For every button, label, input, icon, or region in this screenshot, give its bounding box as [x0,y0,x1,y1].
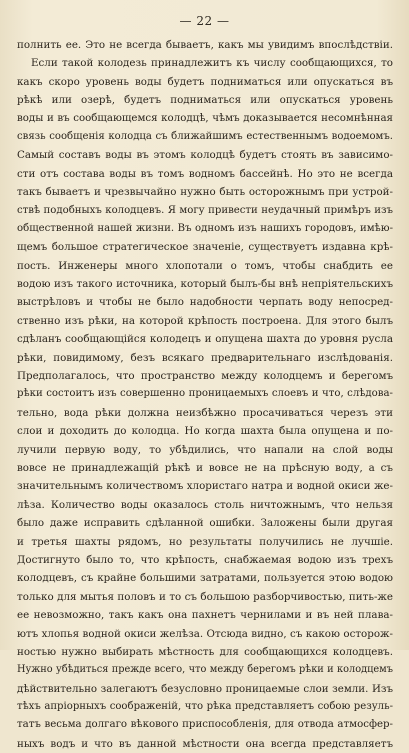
text-line: рѣкѣ или озерѣ, будетъ подниматься или опускаться уровень [17,94,393,107]
text-line: щемъ большое стратегическое значеніе, существуетъ издавна крѣ- [17,241,393,254]
text-line: выстрѣловъ и чтобы не было надобности черпать воду непосред- [17,296,393,309]
text-line: связь сообщенія колодца съ ближайшимъ естественнымъ водоемомъ. [17,130,393,142]
text-line: рѣки состоитъ изъ совершенно проницаемыхъ слоевъ и что, слѣдова- [17,388,393,400]
text-line: слои и доходить до колодца. Но когда шахта была опущена и по- [17,425,393,438]
page-number: — 22 — [179,14,230,28]
text-line: ныхъ водъ и что въ данной мѣстности она всегда представляетъ [17,737,393,750]
text-line: вовсе не принадлежащій рѣкѣ и вовсе не на прѣсную воду, а съ [17,461,393,474]
text-line: ностью нужно выбирать мѣстность для сообщающихся колодцевъ. [17,645,393,658]
text-line: Самый составъ воды въ этомъ колодцѣ будетъ стоять въ зависимо- [17,149,393,162]
text-line: пость. Инженеры много хлопотали о томъ, чтобы снабдить ее [17,259,393,272]
text-line: воды и въ сообщающемся колодцѣ, чѣмъ доказывается несомнѣнная [17,112,393,124]
text-line: лѣза. Количество воды оказалось столь ничтожнымъ, что нельзя [17,498,393,511]
text-line: какъ скоро уровень воды будетъ подниматься или опускаться въ [17,75,393,88]
text-line: ее невозможно, такъ какъ она пахнетъ чернилами и въ ней плава- [17,609,393,622]
text-line: полнить ее. Это не всегда бываетъ, какъ мы увидимъ впослѣдствіи. [17,39,393,51]
text-line: рѣки, повидимому, безъ всякаго предварительнаго изслѣдованія. [17,351,393,364]
text-line: колодцевъ, съ крайне большими затратами, пользуется этою водою [17,572,393,585]
text-line: тельно, вода рѣки должна неизбѣжно просачиваться черезъ эти [17,406,393,419]
text-line: Если такой колодезь принадлежитъ къ числу сообщающихся, то [31,57,393,70]
text-line: водою изъ такого источника, который былъ-бы внѣ непріятельскихъ [17,278,393,291]
text-line: лучили первую воду, то убѣдились, что напали на слой воды [17,443,393,456]
text-line: Достигнуто было то, что крѣпость, снабжаемая водою изъ трехъ [17,553,393,566]
text-line: ственно изъ рѣки, на которой крѣпость построена. Для этого былъ [17,314,393,327]
text-line: дѣйствительно залегаютъ безусловно проницаемые слои земли. Изъ [17,682,393,695]
text-line: тѣхъ апріорныхъ соображеній, что рѣка представляетъ собою резуль- [17,701,393,713]
page-text-body [17,36,393,753]
text-line: ствѣ подобныхъ колодцевъ. Я могу привести неудачный примѣръ изъ [17,204,393,216]
text-line: татъ весьма долгаго вѣкового приспособленія, для отвода атмосфер- [17,719,393,731]
text-line: Нужно убѣдиться прежде всего, что между берегомъ рѣки и колодцемъ [17,664,393,676]
text-line: значительнымъ количествомъ хлористаго натра и водной окиси же- [17,480,393,493]
text-line: такъ бываетъ и чрезвычайно нужно быть осторожнымъ при устрой- [17,186,393,199]
text-line: Предполагалось, что пространство между колодцемъ и берегомъ [17,370,393,383]
text-line: ютъ хлопья водной окиси желѣза. Отсюда видно, съ какою осторож- [17,627,393,640]
text-line: общественной нашей жизни. Въ одномъ изъ нашихъ городовъ, имѣю- [17,222,393,234]
text-line: сти отъ состава воды въ томъ водномъ бассейнѣ. Но это не всегда [17,167,393,180]
text-line: сдѣланъ сообщающійся колодецъ и опущена шахта до уровня русла [17,333,393,346]
text-line: и третья шахты рядомъ, но результаты получились не лучшіе. [17,535,393,548]
text-line: было даже исправить сдѣланной ошибки. Заложены были другая [17,517,393,530]
text-line: только для мытья половъ и то съ большою разборчивостью, пить-же [17,590,393,603]
